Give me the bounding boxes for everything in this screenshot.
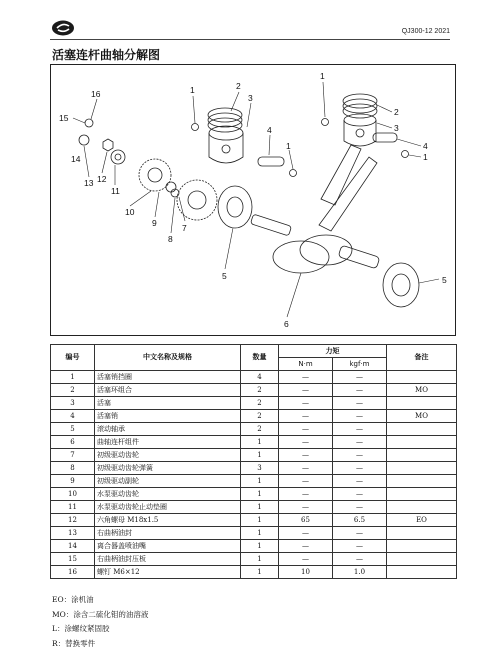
table-cell: 初级驱动齿轮: [95, 449, 241, 462]
table-cell: —: [279, 527, 333, 540]
table-cell: —: [279, 423, 333, 436]
table-cell: [387, 527, 457, 540]
table-cell: 3: [241, 462, 279, 475]
table-cell: —: [333, 488, 387, 501]
table-cell: [387, 397, 457, 410]
callout-13: 13: [84, 178, 94, 188]
table-cell: 9: [51, 475, 95, 488]
header-note: 备注: [387, 345, 457, 371]
table-cell: —: [279, 475, 333, 488]
table-cell: 65: [279, 514, 333, 527]
table-cell: —: [279, 501, 333, 514]
table-cell: —: [279, 371, 333, 384]
header-qty: 数量: [241, 345, 279, 371]
table-cell: 6: [51, 436, 95, 449]
exploded-diagram: [50, 64, 456, 336]
table-cell: 1: [241, 527, 279, 540]
table-cell: 1: [241, 488, 279, 501]
callout-3b: 3: [394, 123, 399, 133]
table-cell: [387, 436, 457, 449]
table-cell: 滚动轴承: [95, 423, 241, 436]
note-mo: MO：涂含二硫化钼的油溶液: [52, 609, 149, 619]
table-cell: 右曲柄油封: [95, 527, 241, 540]
table-cell: 14: [51, 540, 95, 553]
table-cell: [387, 423, 457, 436]
callout-1d: 1: [423, 152, 428, 162]
table-cell: MO: [387, 384, 457, 397]
table-cell: —: [333, 553, 387, 566]
table-cell: 1: [241, 566, 279, 579]
table-row: [51, 371, 457, 384]
table-cell: [387, 501, 457, 514]
circlip-left-a: [192, 124, 199, 131]
table-cell: EO: [387, 514, 457, 527]
table-cell: 活塞销: [95, 410, 241, 423]
table-row: [51, 384, 457, 397]
header-nm: N·m: [279, 358, 333, 371]
table-row: [51, 553, 457, 566]
table-cell: 1: [241, 501, 279, 514]
table-row: [51, 462, 457, 475]
table-cell: —: [279, 553, 333, 566]
table-cell: 5: [51, 423, 95, 436]
callout-14: 14: [71, 154, 81, 164]
page-title: 活塞连杆曲轴分解图: [52, 48, 161, 62]
table-cell: 1.0: [333, 566, 387, 579]
table-cell: 11: [51, 501, 95, 514]
table-cell: 1: [51, 371, 95, 384]
hex-nut: [103, 139, 113, 151]
callout-4: 4: [267, 125, 272, 135]
table-cell: [387, 462, 457, 475]
header-no: 编号: [51, 345, 95, 371]
table-cell: 7: [51, 449, 95, 462]
oil-seal: [79, 135, 89, 145]
table-cell: 2: [51, 384, 95, 397]
document-number: QJ300-12 2021: [401, 28, 450, 35]
table-cell: —: [333, 527, 387, 540]
table-cell: 1: [241, 436, 279, 449]
table-cell: —: [279, 540, 333, 553]
table-cell: 15: [51, 553, 95, 566]
table-cell: 六角螺母 M18x1.5: [95, 514, 241, 527]
table-row: [51, 566, 457, 579]
table-cell: 10: [51, 488, 95, 501]
table-row: [51, 540, 457, 553]
callout-9: 9: [152, 218, 157, 228]
callout-1: 1: [190, 85, 195, 95]
table-cell: —: [279, 410, 333, 423]
table-cell: [387, 488, 457, 501]
table-cell: 2: [241, 410, 279, 423]
connecting-rod-2: [319, 157, 377, 231]
table-row: [51, 410, 457, 423]
table-cell: 水泵驱动齿轮止动垫圈: [95, 501, 241, 514]
table-cell: [387, 566, 457, 579]
header-name: 中文名称及规格: [95, 345, 241, 371]
table-cell: 4: [241, 371, 279, 384]
table-cell: —: [279, 488, 333, 501]
circlip-left-b: [290, 170, 297, 177]
table-cell: [387, 540, 457, 553]
callout-16: 16: [91, 89, 101, 99]
table-cell: —: [333, 410, 387, 423]
table-row: [51, 514, 457, 527]
table-cell: 曲轴连杆组件: [95, 436, 241, 449]
table-cell: 活塞销挡圈: [95, 371, 241, 384]
callout-7: 7: [182, 223, 187, 233]
table-cell: 1: [241, 449, 279, 462]
table-cell: 1: [241, 540, 279, 553]
table-row: [51, 397, 457, 410]
table-cell: 右曲柄油封压板: [95, 553, 241, 566]
brand-logo: [50, 20, 80, 36]
table-cell: 16: [51, 566, 95, 579]
diagram-drawing: [51, 65, 457, 337]
table-cell: —: [333, 501, 387, 514]
callout-2: 2: [236, 81, 241, 91]
table-cell: MO: [387, 410, 457, 423]
table-cell: 3: [51, 397, 95, 410]
spring-a: [166, 182, 176, 192]
piston-pin-right: [373, 133, 397, 142]
table-cell: 8: [51, 462, 95, 475]
table-cell: —: [333, 397, 387, 410]
table-row: [51, 488, 457, 501]
table-cell: 2: [241, 423, 279, 436]
header-torque: 力矩: [279, 345, 387, 358]
callout-11: 11: [111, 186, 120, 196]
table-cell: —: [333, 371, 387, 384]
callout-5: 5: [222, 271, 227, 281]
table-cell: [387, 475, 457, 488]
table-cell: 活塞环组合: [95, 384, 241, 397]
table-cell: [387, 553, 457, 566]
callout-5b: 5: [442, 275, 447, 285]
table-cell: —: [333, 475, 387, 488]
table-cell: 螺钉 M6×12: [95, 566, 241, 579]
table-cell: 1: [241, 514, 279, 527]
diagram-callouts: [59, 71, 447, 329]
parts-table: [50, 344, 457, 579]
washer: [111, 150, 125, 164]
callout-4b: 4: [423, 141, 428, 151]
callout-12: 12: [97, 174, 107, 184]
crank-shaft-left: [250, 214, 291, 236]
table-cell: —: [333, 540, 387, 553]
callout-10: 10: [125, 207, 135, 217]
notes: [52, 593, 148, 651]
crank-shaft-right: [338, 245, 380, 269]
table-cell: —: [279, 384, 333, 397]
note-eo: EO：涂机油: [52, 595, 94, 604]
bearing-right: [383, 263, 419, 307]
table-cell: 2: [241, 397, 279, 410]
table-cell: —: [333, 423, 387, 436]
seal-plate: [85, 119, 93, 127]
table-cell: —: [279, 436, 333, 449]
table-row: [51, 423, 457, 436]
table-cell: 12: [51, 514, 95, 527]
callout-15: 15: [59, 113, 69, 123]
table-cell: 1: [241, 475, 279, 488]
table-cell: 初级驱动副轮: [95, 475, 241, 488]
table-cell: 6.5: [333, 514, 387, 527]
table-cell: 2: [241, 384, 279, 397]
table-row: [51, 527, 457, 540]
table-row: [51, 501, 457, 514]
callout-8: 8: [168, 234, 173, 244]
table-cell: 初级驱动齿轮弹簧: [95, 462, 241, 475]
table-cell: 4: [51, 410, 95, 423]
note-r: R：替换零件: [52, 638, 96, 648]
note-l: L：涂螺纹紧固胶: [52, 624, 110, 633]
callout-3: 3: [248, 93, 253, 103]
table-row: [51, 436, 457, 449]
table-cell: [387, 449, 457, 462]
table-row: [51, 449, 457, 462]
parts-table-body: [51, 371, 457, 579]
callout-2b: 2: [394, 107, 399, 117]
table-cell: 1: [241, 553, 279, 566]
table-cell: 13: [51, 527, 95, 540]
table-cell: 离合器盖喷油嘴: [95, 540, 241, 553]
header-kgfm: kgf·m: [333, 358, 387, 371]
table-cell: [387, 371, 457, 384]
bearing-left: [218, 186, 252, 228]
table-cell: 活塞: [95, 397, 241, 410]
callout-1b: 1: [286, 141, 291, 151]
callout-6: 6: [284, 319, 289, 329]
table-cell: —: [279, 462, 333, 475]
piston-pin-left: [258, 157, 284, 166]
table-cell: —: [279, 449, 333, 462]
table-cell: 水泵驱动齿轮: [95, 488, 241, 501]
table-cell: —: [333, 436, 387, 449]
table-cell: —: [333, 449, 387, 462]
table-row: [51, 475, 457, 488]
table-cell: 10: [279, 566, 333, 579]
callout-1c: 1: [320, 71, 325, 81]
table-cell: —: [333, 384, 387, 397]
piston-left: [209, 133, 243, 163]
table-cell: —: [333, 462, 387, 475]
table-cell: —: [279, 397, 333, 410]
header-rule: [50, 39, 450, 40]
